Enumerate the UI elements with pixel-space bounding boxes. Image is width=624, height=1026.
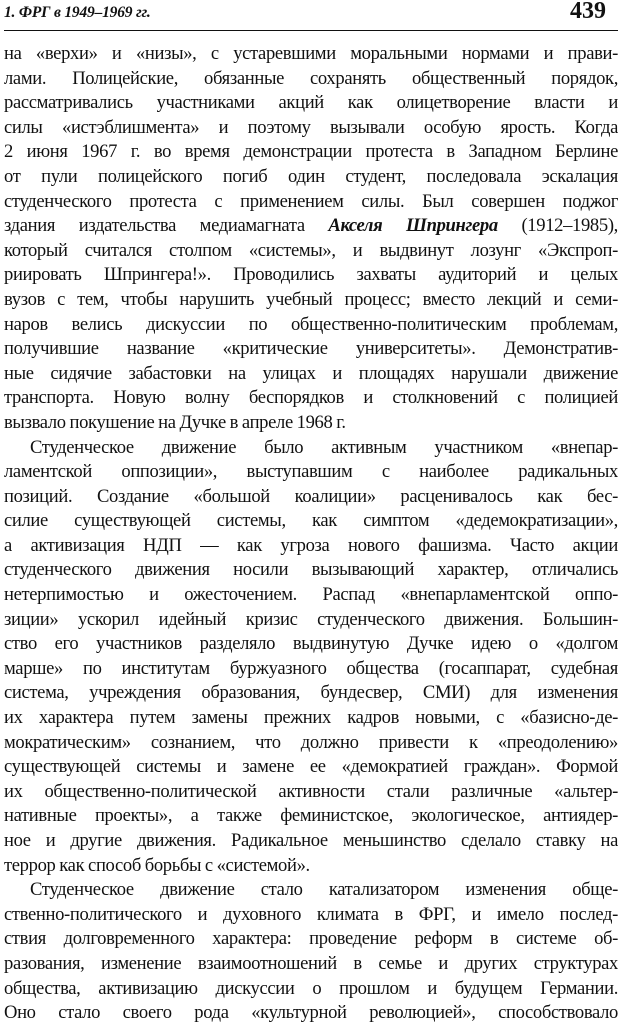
text-line: террор как способ борьбы с «системой». <box>4 854 310 876</box>
text-line: система, учреждения образования, бундесвер, СМИ) для изменения <box>4 682 618 704</box>
text-line: ные сидячие забастовки на улицах и площадях нарушали движение <box>4 362 618 384</box>
text-line: нативные проекты», а также феминистское, экологическое, антиядер- <box>4 805 618 827</box>
text-line: Студенческое движение было активным участником «внепар- <box>30 436 618 458</box>
person-name: Акселя Шпрингера <box>328 215 498 237</box>
text-line: ство его участников разделяло выдвинутую Дучке идею о «долгом <box>4 633 618 655</box>
text-line: позиций. Создание «большой коалиции» расценивалось как бес- <box>4 485 618 507</box>
text-line: нетерпимостью и ожесточением. Распад «внепарламентской оппо- <box>4 584 618 606</box>
text-line: который считался столпом «системы», и выдвинут лозунг «Экспроп- <box>4 239 618 261</box>
text-line: мократическим» сознанием, что должно привести к «преодолению» <box>4 731 618 753</box>
text-line: вузов с тем, чтобы нарушить учебный процесс; вместо лекций и семи- <box>4 288 618 310</box>
text-line: студенческого движения носили вызывающий характер, отличались <box>4 559 618 581</box>
text-line: их характера путем замены прежних кадров новыми, с «базисно-де- <box>4 707 618 729</box>
text-line: ственно-политического и духовного климата в ФРГ, и имело послед- <box>4 903 618 925</box>
text-line: риировать Шпрингера!». Проводились захваты аудиторий и целых <box>4 264 618 286</box>
text-line: ное и другие движения. Радикальное меньшинство сделало ставку на <box>4 830 618 851</box>
text-line: вызвало покушение на Дучке в апреле 1968 г. <box>4 411 346 433</box>
text-line: зиции» ускорил идейный кризис студенческого движения. Большин- <box>4 608 618 630</box>
text-line: Оно стало своего рода «культурной революцией», способствовало <box>4 1002 618 1024</box>
page-number: 439 <box>570 0 606 24</box>
text-fragment: здания издательства медиамагната <box>4 215 329 237</box>
text-line: рассматривались участниками акций как олицетворение власти и <box>4 92 618 114</box>
text-line: ламентской оппозиции», выступавшим с наиболее радикальных <box>4 461 618 483</box>
text-line: их общественно-политической активности стали различные «альтер- <box>4 780 618 802</box>
text-line: а активизация НДП — как угроза нового фашизма. Часто акции <box>4 534 618 556</box>
text-line: лами. Полицейские, обязанные сохранять общественный порядок, <box>4 67 618 89</box>
body-text <box>4 42 618 1026</box>
text-line: существующей системы и замене ее «демократией граждан». Формой <box>4 756 618 778</box>
text-line: Студенческое движение стало катализатором изменения обще- <box>30 879 618 901</box>
text-fragment: (1912–1985), <box>497 215 618 237</box>
text-line: на «верхи» и «низы», с устаревшими моральными нормами и прави- <box>4 43 618 64</box>
text-line <box>4 214 618 239</box>
text-line: 2 июня 1967 г. во время демонстрации протеста в Западном Берлине <box>4 141 618 163</box>
text-line: от пули полицейского погиб один студент, последовала эскалация <box>4 165 618 187</box>
text-line: получившие название «критические университеты». Демонстратив- <box>4 338 618 360</box>
text-line: общества, активизацию дискуссии о прошлом и будущем Германии. <box>4 977 618 999</box>
text-line: студенческого протеста с применением силы. Был совершен поджог <box>4 190 618 212</box>
running-head <box>4 0 618 31</box>
text-line: разования, изменение взаимоотношений в семье и других структурах <box>4 952 618 974</box>
text-line: силие существующей системы, как симптом «дедемократизации», <box>4 510 618 532</box>
text-line: транспорта. Новую волну беспорядков и столкновений с полицией <box>4 387 618 409</box>
running-title: 1. ФРГ в 1949–1969 гг. <box>4 4 151 21</box>
text-line: марше» по институтам буржуазного общества (госаппарат, судебная <box>4 657 618 679</box>
text-line: ствия долговременного характера: проведение реформ в системе об- <box>4 928 618 950</box>
text-line: наров велись дискуссии по общественно-политическим проблемам, <box>4 313 618 335</box>
text-line: силы «истэблишмента» и поэтому вызывали особую ярость. Когда <box>4 116 618 138</box>
